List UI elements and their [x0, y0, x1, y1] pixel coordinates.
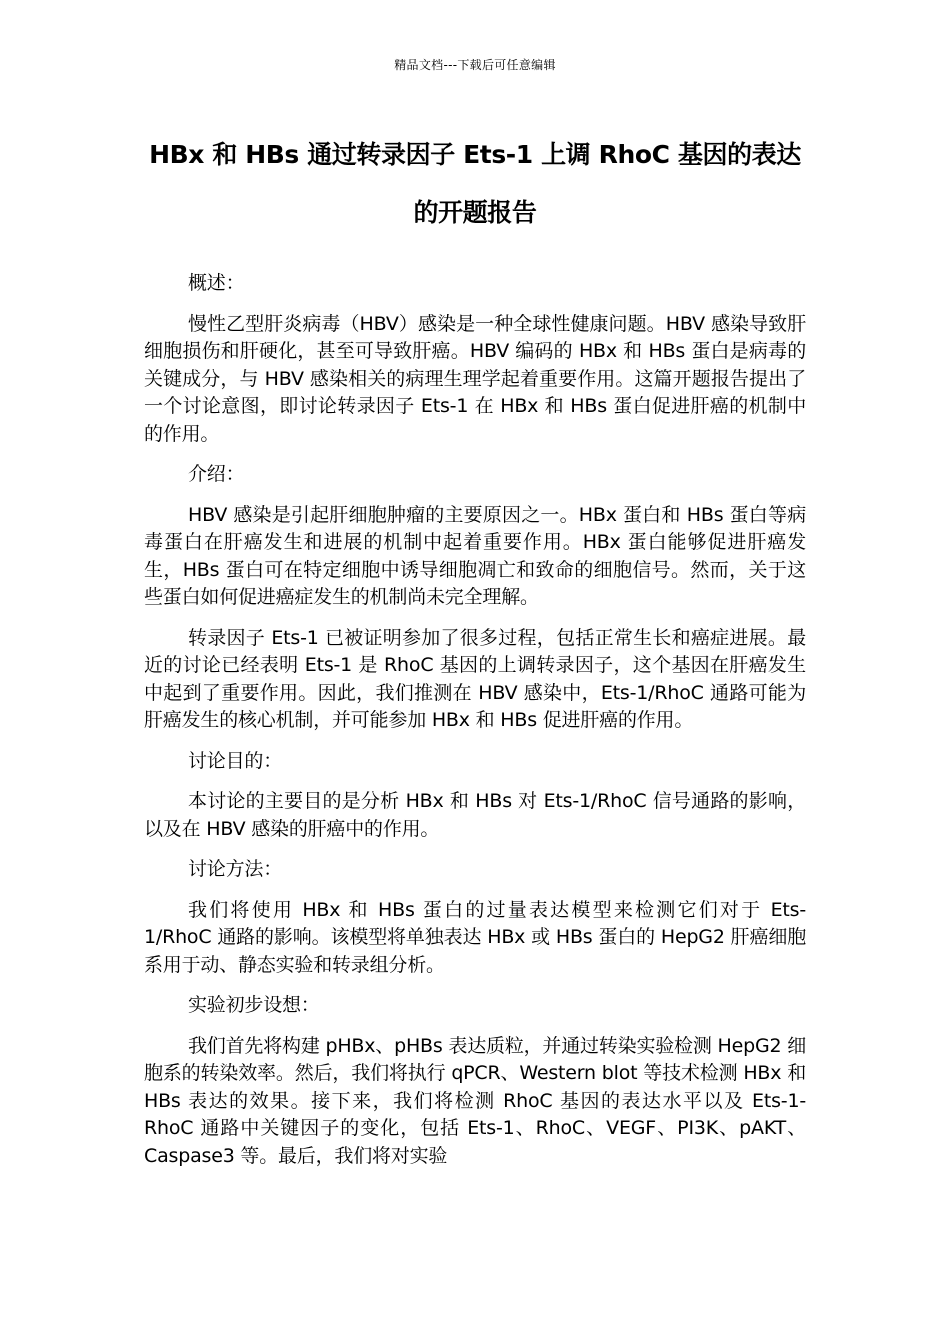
- paragraph-overview: 慢性乙型肝炎病毒（HBV）感染是一种全球性健康问题。HBV 感染导致肝细胞损伤和肝硬化，甚至可导致肝癌。HBV 编码的 HBx 和 HBs 蛋白是病毒的关键成分，与 HBV 感染相关的病理生理学起着重要作用。这篇开题报告提出了一个讨论意图，即讨论转录因子 Ets-1 在 HBx 和 HBs 蛋白促进肝癌的机制中的作用。: [144, 312, 806, 445]
- document-body: [144, 270, 806, 1183]
- paragraph-introduction-1: HBV 感染是引起肝细胞肿瘤的主要原因之一。HBx 蛋白和 HBs 蛋白等病毒蛋白在肝癌发生和进展的机制中起着重要作用。HBx 蛋白能够促进肝癌发生，HBs 蛋白可在特定细胞中诱导细胞凋亡和致命的细胞信号。然而，关于这些蛋白如何促进癌症发生的机制尚未完全理解。: [144, 503, 806, 608]
- paragraph-introduction-2: 转录因子 Ets-1 已被证明参加了很多过程，包括正常生长和癌症进展。最近的讨论已经表明 Ets-1 是 RhoC 基因的上调转录因子，这个基因在肝癌发生中起到了重要作用。因此，我们推测在 HBV 感染中，Ets-1/RhoC 通路可能为肝癌发生的核心机制，并可能参加 HBx 和 HBs 促进肝癌的作用。: [144, 626, 806, 731]
- section-heading-objective: 讨论目的：: [188, 749, 283, 772]
- section-heading-introduction: 介绍：: [188, 463, 245, 485]
- page-header: 精品文档---下载后可任意编辑: [394, 58, 556, 72]
- paragraph-objective: 本讨论的主要目的是分析 HBx 和 HBs 对 Ets-1/RhoC 信号通路的影响，以及在 HBV 感染的肝癌中的作用。: [144, 790, 806, 840]
- section-heading-experiment-plan: 实验初步设想：: [188, 994, 320, 1016]
- paragraph-experiment-plan: 我们首先将构建 pHBx、pHBs 表达质粒，并通过转染实验检测 HepG2 细胞系的转染效率。然后，我们将执行 qPCR、Western blot 等技术检测 HBx 和 HBs 表达的效果。接下来，我们将检测 RhoC 基因的表达水平以及 Ets-1-RhoC 通路中关键因子的变化，包括 Ets-1、RhoC、VEGF、PI3K、pAKT、Caspase3 等。最后，我们将对实验: [144, 1034, 806, 1167]
- paragraph-methods: 我们将使用 HBx 和 HBs 蛋白的过量表达模型来检测它们对于 Ets-1/RhoC 通路的影响。该模型将单独表达 HBx 或 HBs 蛋白的 HepG2 肝癌细胞系用于动、静态实验和转录组分析。: [144, 898, 806, 976]
- section-heading-overview: 概述：: [188, 272, 245, 294]
- section-heading-methods: 讨论方法：: [188, 858, 283, 880]
- document-title: HBx 和 HBs 通过转录因子 Ets-1 上调 RhoC 基因的表达的开题报告: [149, 140, 801, 227]
